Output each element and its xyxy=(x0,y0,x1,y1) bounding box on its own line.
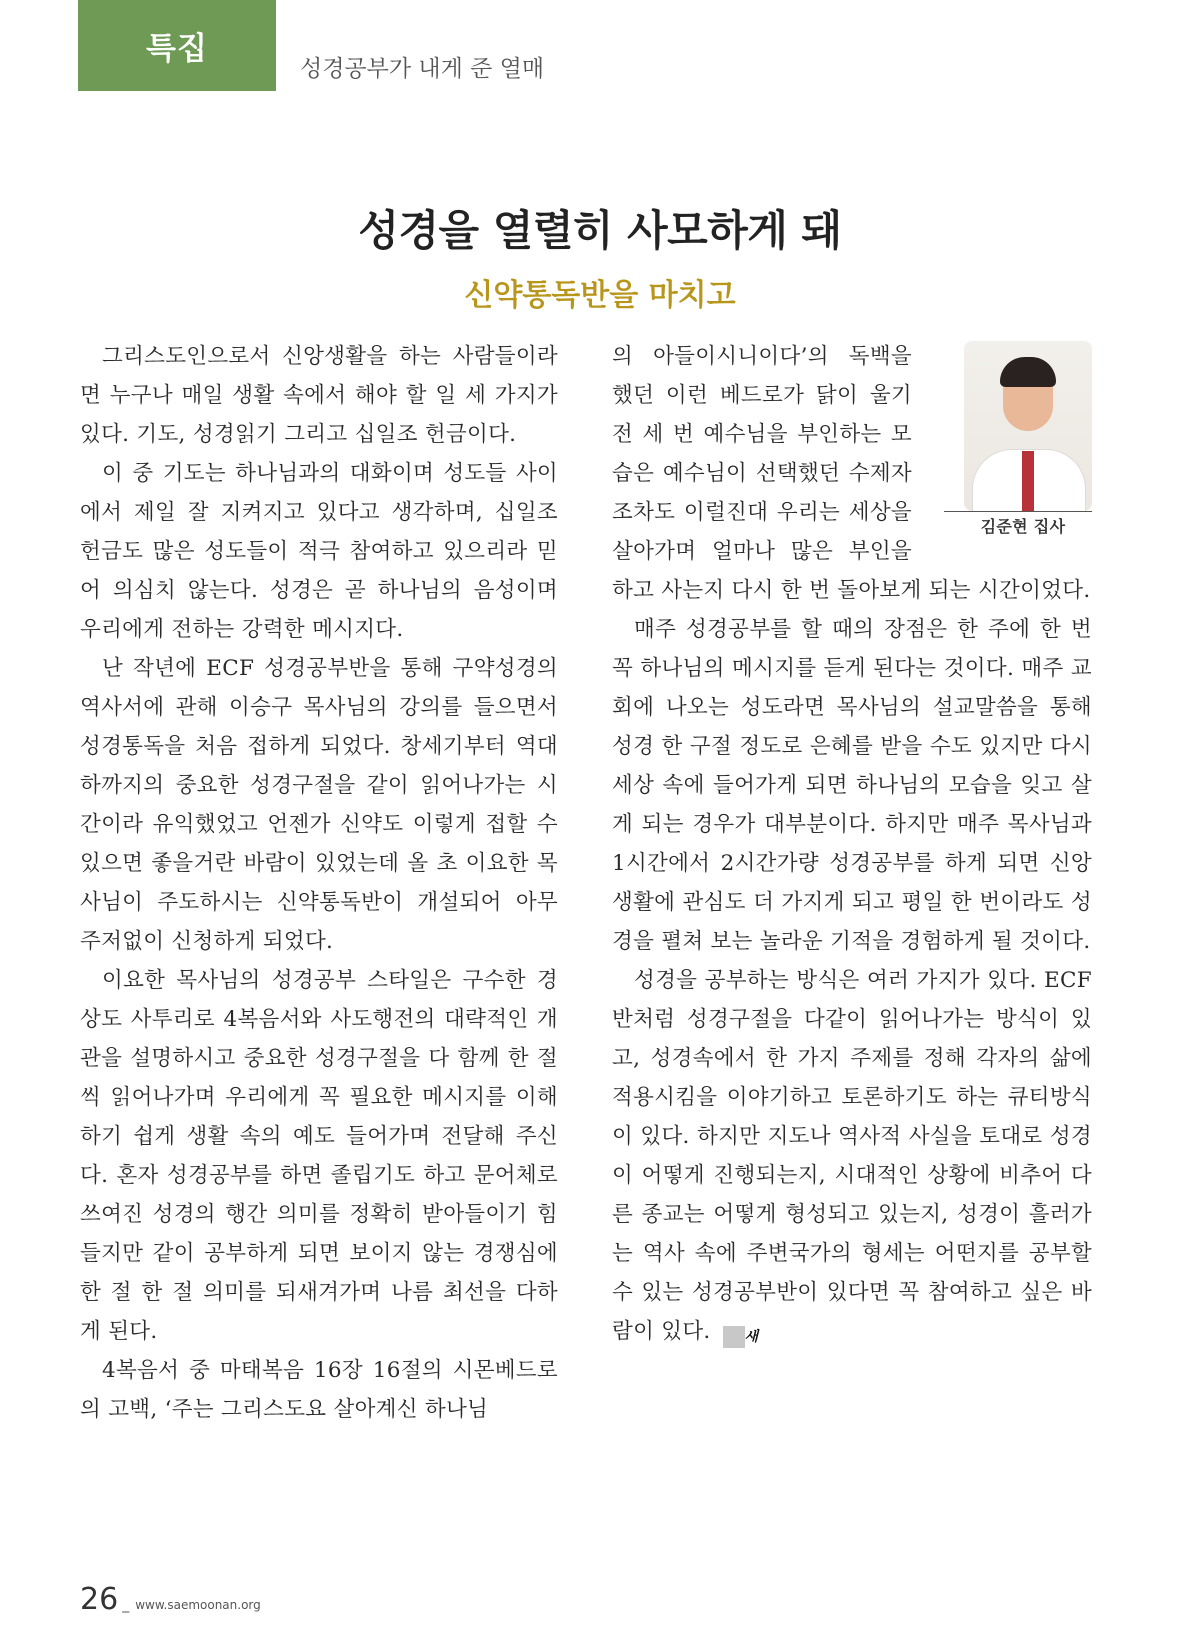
page-footer xyxy=(80,1582,261,1622)
paragraph-text: 성경을 공부하는 방식은 여러 가지가 있다. ECF반처럼 성경구절을 다같이 읽어나가는 방식이 있고, 성경속에서 한 가지 주제를 정해 각자의 삶에 적용시킴을 이야기하고 토론하기도 하는 큐티방식이 있다. 하지만 지도나 역사적 사실을 토대로 성경이 어떻게 진행되는지, 시대적인 상황에 비추어 다른 종교는 어떻게 형성되고 있는지, 성경이 흘러가는 역사 속에 주변국가의 형세는 어떤지를 공부할 수 있는 성경공부반이 있다면 꼭 참여하고 싶은 바람이 있다. xyxy=(612,968,1092,1344)
author-photo-block xyxy=(934,341,1092,557)
paragraph: 그리스도인으로서 신앙생활을 하는 사람들이라면 누구나 매일 생활 속에서 해야 할 일 세 가지가 있다. 기도, 성경읽기 그리고 십일조 헌금이다. xyxy=(80,344,558,447)
author-photo xyxy=(964,341,1092,511)
right-column xyxy=(612,337,1092,1351)
paragraph: 의 아들이시니이다’의 독백을 했던 이런 베드로가 닭이 울기 전 세 번 예수님을 부인하는 모습은 예수님이 선택했던 수제자조차도 이럴진대 우리는 세상을 살아가며 얼마나 많은 부인을 하고 사는지 다시 한 번 돌아보게 되는 시간이었다. xyxy=(612,344,1091,603)
paragraph: 이요한 목사님의 성경공부 스타일은 구수한 경상도 사투리로 4복음서와 사도행전의 대략적인 개관을 설명하시고 중요한 성경구절을 다 함께 한 절씩 읽어나가며 우리에게 꼭 필요한 메시지를 이해하기 쉽게 생활 속의 예도 들어가며 전달해 주신다. 혼자 성경공부를 하면 졸립기도 하고 문어체로 쓰여진 성경의 행간 의미를 정확히 받아들이기 힘들지만 같이 공부하게 되면 보이지 않는 경쟁심에 한 절 한 절 의미를 되새겨가며 나름 최선을 다하게 된다. xyxy=(80,968,558,1344)
section-tab: 특집 xyxy=(78,0,276,91)
photo-caption: 김준현 집사 xyxy=(980,517,1066,536)
footer-url: www.saemoonan.org xyxy=(135,1598,261,1612)
article-title: 성경을 열렬히 사모하게 돼 xyxy=(358,206,842,255)
paragraph: 4복음서 중 마태복음 16장 16절의 시몬베드로의 고백, ‘주는 그리스도요 살아계신 하나님 xyxy=(80,1358,558,1422)
paragraph: 이 중 기도는 하나님과의 대화이며 성도들 사이에서 제일 잘 지켜지고 있다고 생각하며, 십일조 헌금도 많은 성도들이 적극 참여하고 있으리라 믿어 의심치 않는다. 성경은 곧 하나님의 음성이며 우리에게 전하는 강력한 메시지다. xyxy=(80,461,558,642)
paragraph xyxy=(612,961,1092,1351)
article-subtitle: 신약통독반을 마치고 xyxy=(464,278,736,313)
page-number: 26 xyxy=(80,1582,119,1617)
end-mark-icon: 새 xyxy=(723,1326,745,1348)
paragraph: 난 작년에 ECF 성경공부반을 통해 구약성경의 역사서에 관해 이승구 목사님의 강의를 들으면서 성경통독을 처음 접하게 되었다. 창세기부터 역대하까지의 중요한 성경구절을 같이 읽어나가는 시간이라 유익했었고 언젠가 신약도 이렇게 접할 수 있으면 좋을거란 바람이 있었는데 올 초 이요한 목사님이 주도하시는 신약통독반이 개설되어 아무 주저없이 신청하게 되었다. xyxy=(80,656,558,954)
left-column xyxy=(80,337,558,1429)
paragraph: 매주 성경공부를 할 때의 장점은 한 주에 한 번 꼭 하나님의 메시지를 듣게 된다는 것이다. 매주 교회에 나오는 성도라면 목사님의 설교말씀을 통해 성경 한 구절 정도로 은혜를 받을 수도 있지만 다시 세상 속에 들어가게 되면 하나님의 모습을 잊고 살게 되는 경우가 대부분이다. 하지만 매주 목사님과 1시간에서 2시간가량 성경공부를 하게 되면 신앙생활에 관심도 더 가지게 되고 평일 한 번이라도 성경을 펼쳐 보는 놀라운 기적을 경험하게 될 것이다. xyxy=(612,617,1092,954)
section-subtitle: 성경공부가 내게 준 열매 xyxy=(300,56,545,82)
footer-separator: _ xyxy=(122,1597,130,1613)
